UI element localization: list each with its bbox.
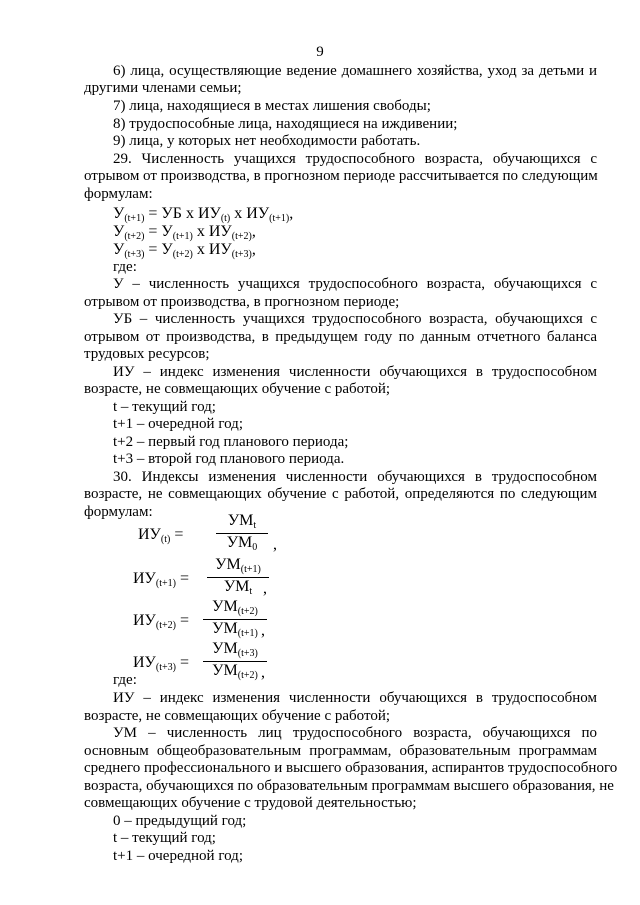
text-line: У – численность учащихся трудоспособного возраста, обучающихся с: [113, 276, 597, 292]
fraction-formula: $ИУ_{(t+1)}$ = $УМ_{(t+1)}$ $УМ_t$ ,: [133, 556, 267, 597]
text-line: t+1 – очередной год;: [113, 416, 243, 432]
where-label: где:: [113, 672, 137, 688]
text-line: t – текущий год;: [113, 830, 216, 846]
text-line: возрасте, не совмещающих обучение с работой, определяются по следующим: [84, 486, 597, 502]
formula-line: $У_{(t+1)}$ = УБ х $ИУ_{(t)}$ х $ИУ_{(t+1)}$,: [113, 205, 294, 224]
text-line: t+1 – очередной год;: [113, 848, 243, 864]
text-line: t – текущий год;: [113, 399, 216, 415]
fraction-formula: $ИУ_{(t+2)}$ = $УМ_{(t+2)}$ $УМ_{(t+1)}$ ,: [133, 598, 265, 639]
page-number: 9: [316, 44, 324, 60]
text-line: отрывом от производства, в предыдущем году по данным отчетного баланса: [84, 329, 597, 345]
text-line: 29. Численность учащихся трудоспособного возраста, обучающихся с: [113, 151, 597, 167]
text-line: ИУ – индекс изменения численности обучающихся в трудоспособном: [113, 690, 597, 706]
text-line: 8) трудоспособные лица, находящиеся на иждивении;: [113, 116, 458, 132]
text-line: 0 – предыдущий год;: [113, 813, 247, 829]
text-line: формулам:: [84, 504, 153, 520]
formula-line: $У_{(t+2)} = У_{(t+1)}$ х $ИУ_{(t+2)}$,: [113, 223, 256, 242]
text-line: t+3 – второй год планового периода.: [113, 451, 345, 467]
text-line: УБ – численность учащихся трудоспособного возраста, обучающихся с: [113, 311, 597, 327]
text-line: 30. Индексы изменения численности обучающихся в трудоспособном: [113, 469, 597, 485]
text-line: основным общеобразовательным программам, образовательным программам: [84, 743, 597, 759]
where-label: где:: [113, 259, 137, 275]
text-line: 9) лица, у которых нет необходимости работать.: [113, 133, 421, 149]
text-line: ИУ – индекс изменения численности обучающихся в трудоспособном: [113, 364, 597, 380]
fraction-formula: $ИУ_{(t)}$ = $УМ_t$ $УМ_0$ ,: [138, 512, 277, 553]
text-line: совмещающих обучение с трудовой деятельностью;: [84, 795, 417, 811]
text-line: формулам:: [84, 186, 153, 202]
fraction-formula: $ИУ_{(t+3)}$ = $УМ_{(t+3)}$ $УМ_{(t+2)}$ ,: [133, 640, 265, 681]
text-line: возрасте, не совмещающих обучение с работой;: [84, 381, 391, 397]
text-line: 6) лица, осуществляющие ведение домашнего хозяйства, уход за детьми и: [113, 63, 597, 79]
text-line: среднего профессионального и высшего образования, аспирантов трудоспособного: [84, 760, 618, 776]
text-line: трудовых ресурсов;: [84, 346, 210, 362]
text-line: 7) лица, находящиеся в местах лишения свободы;: [113, 98, 431, 114]
text-line: УМ – численность лиц трудоспособного возраста, обучающихся по: [113, 725, 597, 741]
text-line: t+2 – первый год планового периода;: [113, 434, 349, 450]
formula-line: $У_{(t+3)} = У_{(t+2)}$ х $ИУ_{(t+3)}$,: [113, 241, 256, 260]
text-line: другими членами семьи;: [84, 80, 242, 96]
text-line: возраста, обучающихся по образовательным программам высшего образования, не: [84, 778, 614, 794]
text-line: отрывом от производства, в прогнозном периоде;: [84, 294, 400, 310]
text-line: отрывом от производства, в прогнозном периоде рассчитывается по следующим: [84, 168, 598, 184]
text-line: возрасте, не совмещающих обучение с работой;: [84, 708, 391, 724]
